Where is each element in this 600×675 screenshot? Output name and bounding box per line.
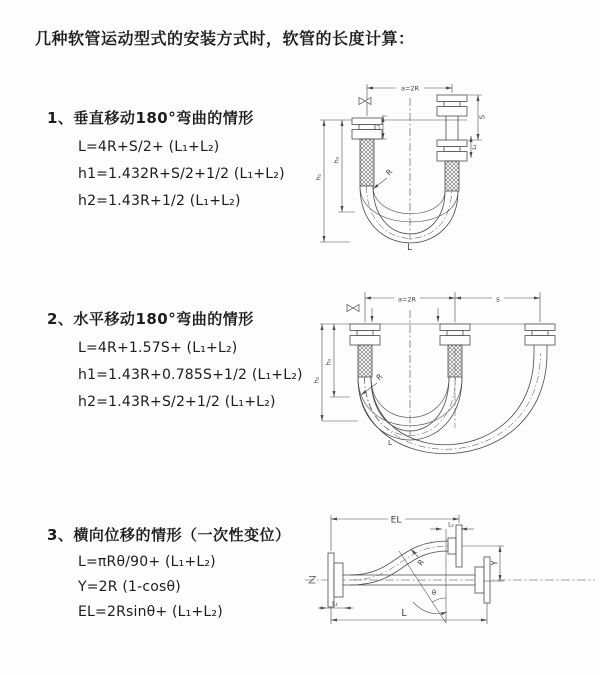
formula-line: h1=1.432R+S/2+1/2 (L₁+L₂) xyxy=(78,166,285,182)
formula-line: Y=2R (1-cosθ) xyxy=(78,579,181,595)
travel-tick-marks xyxy=(372,308,438,322)
dim-label-h1: h₁ xyxy=(332,156,341,164)
braided-hose-section xyxy=(358,345,372,377)
dim-label-el: EL xyxy=(390,515,402,526)
valve-symbol-icon xyxy=(347,305,359,312)
dimension-h2 xyxy=(320,120,350,242)
dim-label-length: L xyxy=(401,608,407,619)
dim-label-length: L xyxy=(407,243,412,253)
formula-line: h2=1.43R+S/2+1/2 (L₁+L₂) xyxy=(78,394,276,410)
diagram-2-svg xyxy=(310,280,600,465)
formula-line: L=πRθ/90+ (L₁+L₂) xyxy=(78,554,216,570)
formula-line: h1=1.43R+0.785S+1/2 (L₁+L₂) xyxy=(78,367,303,383)
right-moving-fitting xyxy=(437,95,467,191)
dim-label-l1: L₁ xyxy=(332,600,338,608)
right-flange-original-position xyxy=(475,557,490,603)
braided-hose-section xyxy=(360,139,374,186)
diagram-lateral-displacement xyxy=(300,505,600,655)
dim-label-y: Y xyxy=(490,560,499,566)
section-vertical-movement xyxy=(47,107,285,209)
upper-flange-displaced-position xyxy=(448,525,462,567)
hose-u-bend xyxy=(360,186,458,243)
hose-s-curve-displaced xyxy=(350,541,448,585)
section-heading: 3、横向位移的情形（一次性变位） xyxy=(47,526,291,544)
dim-label-theta: θ xyxy=(431,589,437,597)
formula-line: EL=2Rsinθ+ (L₁+L₂) xyxy=(78,604,223,620)
formula-line: h2=1.43R+1/2 (L₁+L₂) xyxy=(78,193,241,209)
dim-label-l2: L₂ xyxy=(448,521,454,529)
braided-hose-section xyxy=(445,161,459,191)
dimension-l xyxy=(331,600,487,624)
dim-label-h2: h₂ xyxy=(312,376,321,384)
right-flange-fitting-moved xyxy=(525,324,555,353)
radius-callout xyxy=(411,549,426,567)
dim-label-radius: R xyxy=(415,557,427,568)
valve-symbol-icon xyxy=(359,98,371,105)
left-flange-fitting xyxy=(350,324,380,377)
section-heading: 2、水平移动180°弯曲的情形 xyxy=(47,310,254,328)
formula-line: L=4R+1.57S+ (L₁+L₂) xyxy=(78,340,238,356)
braided-hose-section xyxy=(448,345,462,377)
dimension-a2r-s xyxy=(365,292,540,322)
section-lateral-displacement xyxy=(47,524,290,620)
dim-label-radius: R xyxy=(374,371,385,383)
dim-label-a2r: a=2R xyxy=(397,295,417,304)
dim-label-l2: L₂ xyxy=(472,144,478,150)
dim-label-s: s xyxy=(496,295,500,304)
dim-label-s: S xyxy=(478,114,487,120)
section-heading: 1、垂直移动180°弯曲的情形 xyxy=(47,109,254,127)
diagram-3-svg xyxy=(300,505,600,655)
diagram-horizontal-180-bend xyxy=(310,280,600,465)
dimension-h1 xyxy=(330,324,350,397)
dim-label-radius: R xyxy=(384,167,395,178)
middle-flange-fitting xyxy=(440,324,470,377)
page-title: 几种软管运动型式的安装方式时，软管的长度计算： xyxy=(35,29,415,48)
dim-label-l1: L₁ xyxy=(374,124,382,131)
dim-label-length: L xyxy=(388,439,392,447)
formula-line: L=4R+S/2+ (L₁+L₂) xyxy=(78,139,220,155)
section-horizontal-movement xyxy=(47,308,303,410)
diagram-1-svg xyxy=(310,72,600,257)
dim-label-h2: h₂ xyxy=(314,173,323,181)
left-flange xyxy=(328,553,343,607)
dim-label-a2r: a=2R xyxy=(400,84,420,93)
dim-label-h1: h₁ xyxy=(324,358,333,366)
diagram-vertical-180-bend xyxy=(310,72,600,257)
radius-callout xyxy=(373,167,394,189)
